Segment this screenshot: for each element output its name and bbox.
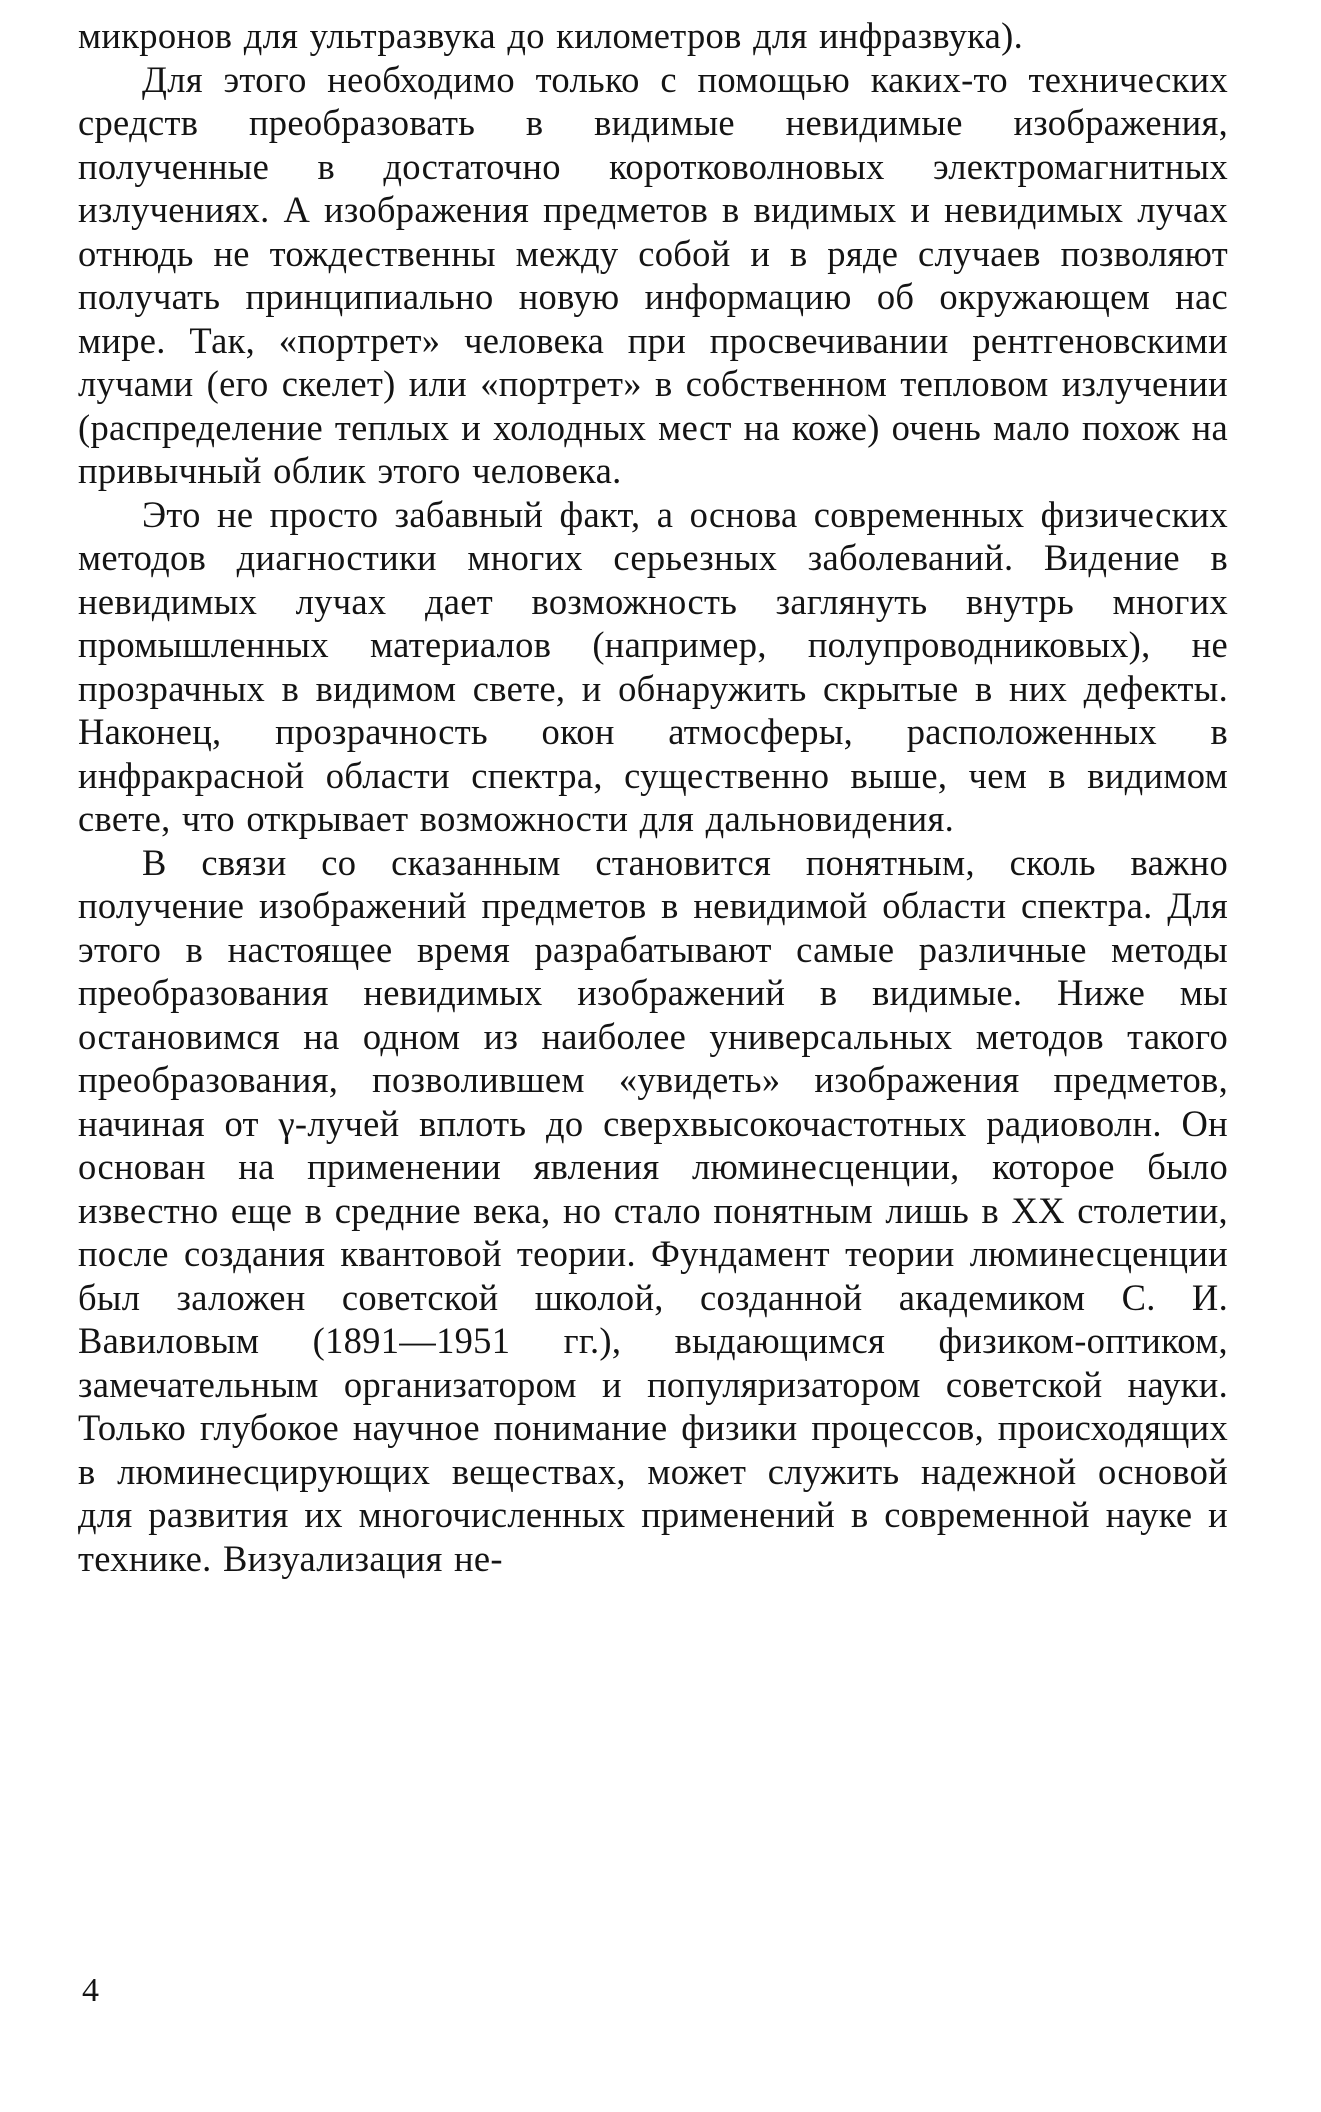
page-number: 4 [82, 1972, 99, 2009]
paragraph-continuation: микронов для ультразвука до километров для инфразвука). [78, 15, 1024, 56]
paragraph-diagnostics: Это не просто забавный факт, а основа современных физических методов диагностики многих серьезных заболеваний. Видение в невидимых лучах дает возможность заглянуть внутрь многих промышленных материалов (например, полупроводниковых), не прозрачных в видимом свете, и обнаружить скрытые в них дефекты. Наконец, прозрачность окон атмосферы, расположенных в инфракрасной области спектра, существенно выше, чем в видимом свете, что открывает возможности для дальновидения. [78, 493, 1228, 839]
paragraph-luminescence: В связи со сказанным становится понятным, сколь важно получение изображений предметов в невидимой области спектра. Для этого в настоящее время разрабатывают самые различные методы преобразования невидимых изображений в видимые. Ниже мы остановимся на одном из наиболее универсальных методов такого преобразования, позволившем «увидеть» изображения предметов, начиная от γ-лучей вплоть до сверхвысокочастотных радиоволн. Он основан на применении явления люминесценции, которое было известно еще в средние века, но стало понятным лишь в XX столетии, после создания квантовой теории. Фундамент теории люминесценции был заложен советской школой, созданной академиком С. И. Вавиловым (1891—1951 гг.), выдающимся физиком-оптиком, замечательным организатором и популяризатором советской науки. Только глубокое научное понимание физики процессов, происходящих в люминесцирующих веществах, может служить надежной основой для развития их многочисленных применений в современной науке и технике. Визуализация не- [78, 841, 1228, 1579]
page-text [78, 14, 1228, 1580]
paragraph-conversion: Для этого необходимо только с помощью каких-то технических средств преобразовать в видимые невидимые изображения, полученные в достаточно коротковолновых электромагнитных излучениях. А изображения предметов в видимых и невидимых лучах отнюдь не тождественны между собой и в ряде случаев позволяют получать принципиально новую информацию об окружающем нас мире. Так, «портрет» человека при просвечивании рентгеновскими лучами (его скелет) или «портрет» в собственном тепловом излучении (распределение теплых и холодных мест на коже) очень мало похож на привычный облик этого человека. [78, 58, 1228, 491]
